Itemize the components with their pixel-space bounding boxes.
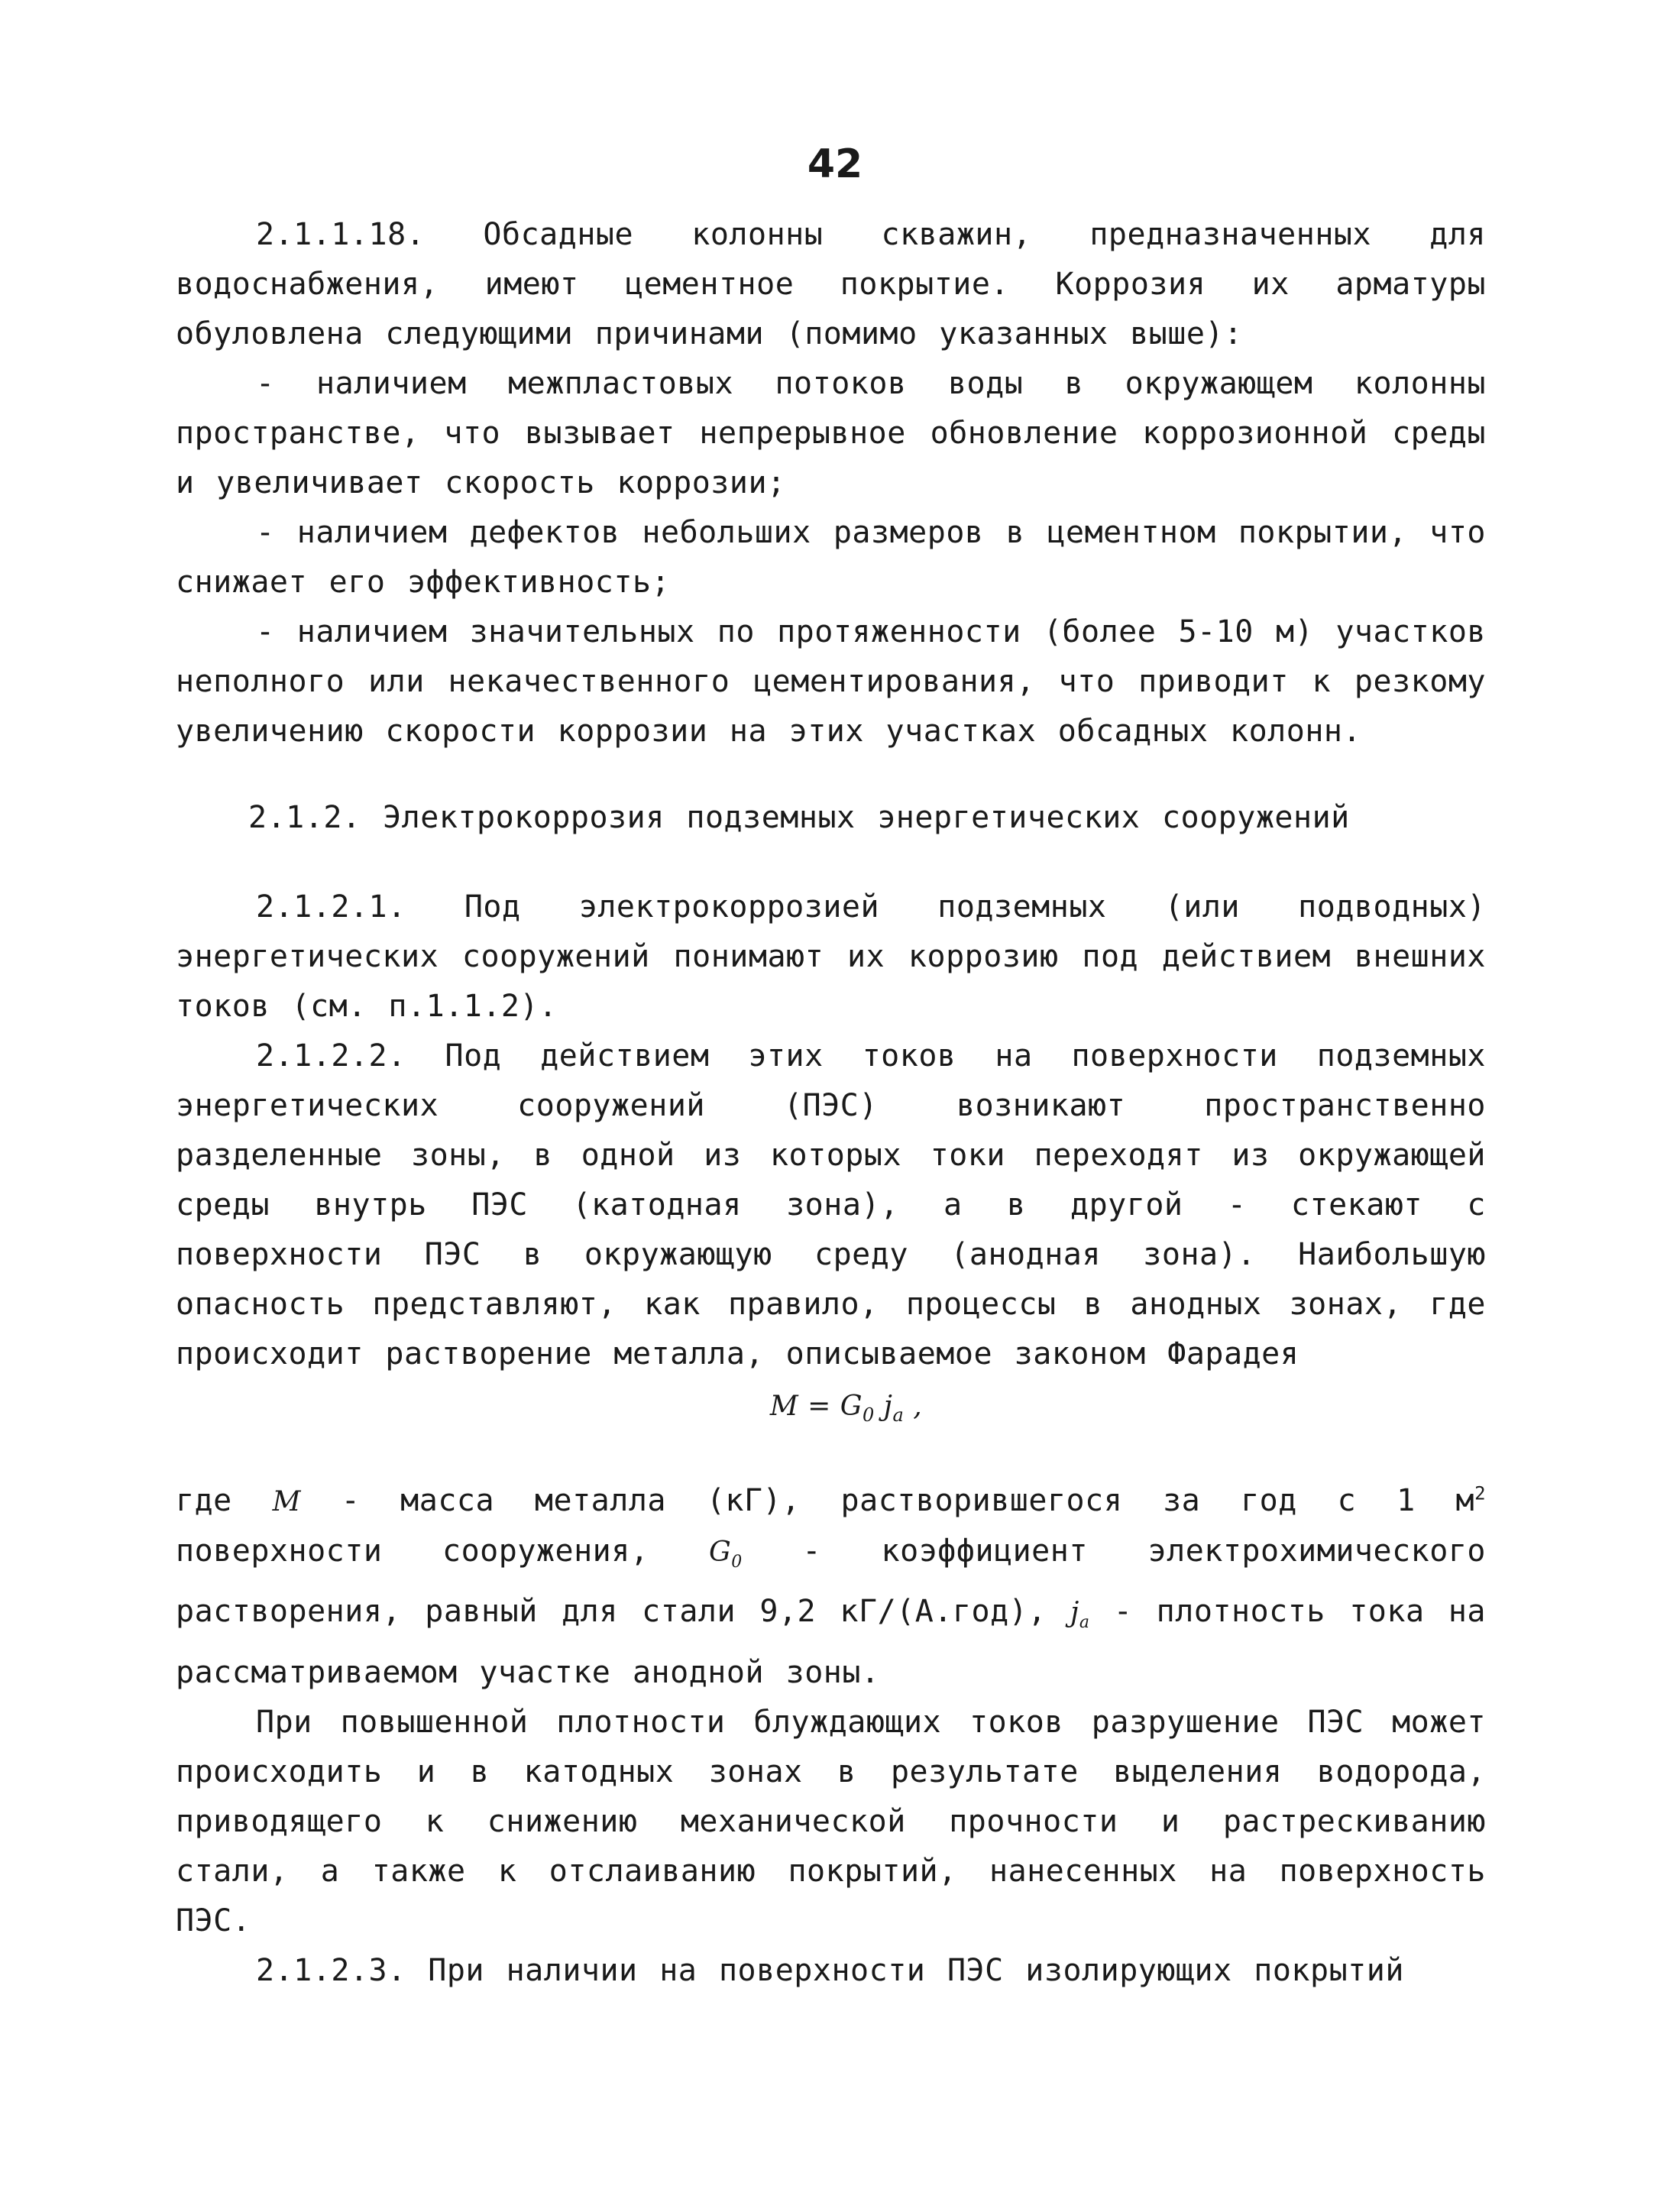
where-text-5: - плотность тока на рассматриваемом участке анодной зоны.: [176, 1594, 1487, 1690]
formula-lhs: M: [769, 1391, 799, 1422]
document-body: [176, 210, 1486, 1996]
where-text-2: - масса металла (кГ), растворившегося за год с 1 м: [300, 1483, 1475, 1519]
list-item-incomplete-cementing: - наличием значительных по протяженности (более 5-10 м) участков неполного или некачественного цементирования, что приводит к резкому увеличению скорости коррозии на этих участках обсадных колонн.: [176, 614, 1486, 749]
list-item-small-defects: - наличием дефектов небольших размеров в цементном покрытии, что снижает его эффективность;: [176, 515, 1486, 600]
paragraph-2-1-2-1: 2.1.2.1. Под электрокоррозией подземных (или подводных) энергетических сооружений понимают их коррозию под действием внешних токов (см. п.1.1.2).: [176, 889, 1486, 1024]
where-g-sub: 0: [731, 1553, 743, 1572]
section-heading-2-1-2: 2.1.2. Электрокоррозия подземных энергетических сооружений: [248, 800, 1350, 835]
list-item-interlayer-flows: - наличием межпластовых потоков воды в окружающем колонны пространстве, что вызывает непрерывное обновление коррозионной среды и увеличивает скорость коррозии;: [176, 366, 1486, 500]
formula-eq: =: [798, 1391, 840, 1422]
paragraph-2-1-1-18: 2.1.1.18. Обсадные колонны скважин, предназначенных для водоснабжения, имеют цементное покрытие. Коррозия их арматуры обуловлена следующими причинами (помимо указанных выше):: [176, 217, 1486, 351]
formula-g-sub: 0: [863, 1404, 875, 1427]
formula-j: j: [874, 1391, 893, 1422]
where-m: M: [272, 1486, 301, 1518]
where-j-letter: j: [1070, 1597, 1079, 1629]
faraday-formula: [176, 1384, 1486, 1438]
where-text-4: - коэффициент электрохимического растворения, равный для стали 9,2 кГ/(А.год),: [176, 1534, 1487, 1630]
paragraph-2-1-2-3: 2.1.2.3. При наличии на поверхности ПЭС изолирующих покрытий: [256, 1952, 1404, 1988]
where-text-3: поверхности сооружения,: [176, 1534, 709, 1569]
paragraph-2-1-2-2: 2.1.2.2. Под действием этих токов на поверхности подземных энергетических сооружений (ПЭС) возникают пространственно разделенные зоны, в одной из которых токи переходят из окружающей среды внутрь ПЭС (катодная зона), а в другой - стекают с поверхности ПЭС в окружающую среду (анодная зона). Наибольшую опасность представляют, как правило, процессы в анодных зонах, где происходит растворение металла, описываемое законом Фарадея: [176, 1038, 1486, 1372]
formula-g: G: [840, 1391, 863, 1422]
page-number: 42: [807, 141, 863, 187]
where-j-sub: a: [1079, 1613, 1090, 1633]
paragraph-cathodic-zones: При повышенной плотности блуждающих токов разрушение ПЭС может происходить и в катодных зонах в результате выделения водорода, приводящего к снижению механической прочности и растрескиванию стали, а также к отслаиванию покрытий, нанесенных на поверхность ПЭС.: [176, 1704, 1486, 1938]
formula-j-sub: a: [892, 1404, 905, 1427]
where-sq: 2: [1474, 1482, 1487, 1504]
where-g-letter: G: [709, 1537, 732, 1569]
where-g: [709, 1537, 743, 1572]
where-j: [1070, 1597, 1090, 1633]
where-text-1: где: [176, 1483, 273, 1519]
formula-tail: ,: [904, 1391, 923, 1422]
where-clause: [176, 1476, 1486, 1697]
